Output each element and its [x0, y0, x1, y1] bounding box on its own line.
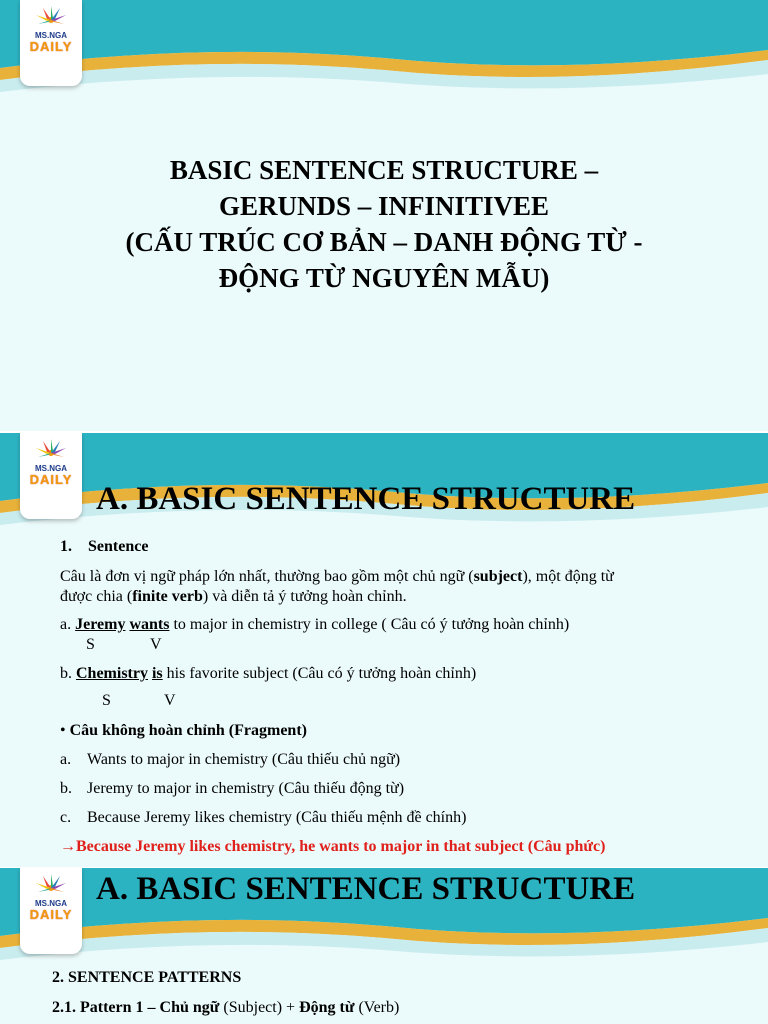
example-b — [60, 664, 476, 684]
section-heading: A. BASIC SENTENCE STRUCTURE — [96, 871, 636, 907]
pattern-text: Chủ ngữ — [159, 999, 220, 1016]
pattern-text: Động từ — [299, 999, 355, 1016]
title-line: ĐỘNG TỪ NGUYÊN MẪU) — [218, 263, 550, 293]
fragment-heading — [60, 721, 307, 741]
logo — [20, 868, 82, 954]
label-s: S — [86, 636, 95, 653]
definition-line-2 — [60, 587, 407, 607]
pattern-text: (Verb) — [354, 999, 400, 1016]
logo-daily-text: DAILY — [29, 472, 73, 487]
example-subject: Chemistry — [76, 665, 148, 682]
label-v: V — [164, 692, 176, 709]
bullet-icon: • — [60, 722, 66, 739]
definition-text: được chia ( — [60, 588, 133, 605]
example-rest: his favorite subject (Câu có ý tưởng hoàn chỉnh) — [162, 665, 477, 682]
fragment-letter: b. — [60, 780, 72, 797]
slide-title — [0, 0, 768, 431]
logo — [20, 433, 82, 519]
example-verb: is — [151, 665, 163, 682]
patterns-title: 2. SENTENCE PATTERNS — [52, 969, 242, 986]
example-prefix: b. — [60, 665, 76, 682]
fragment-item — [60, 750, 400, 770]
fragment-text: Wants to major in chemistry (Câu thiếu chủ ngữ) — [87, 751, 401, 768]
fragment-label: Câu không hoàn chỉnh (Fragment) — [69, 722, 307, 739]
logo-daily-text: DAILY — [29, 907, 73, 922]
complex-sentence-note: →Because Jeremy likes chemistry, he wants to major in that subject (Câu phức) — [60, 838, 606, 855]
sentence-subheading — [60, 537, 148, 557]
term-finite-verb: finite verb — [132, 588, 203, 605]
slide-basic-structure — [0, 433, 768, 867]
example-verb: wants — [129, 616, 170, 633]
fragment-text: Jeremy to major in chemistry (Câu thiếu động từ) — [87, 780, 405, 797]
pattern-text: 2.1. Pattern 1 – — [52, 999, 160, 1016]
logo-daily-text: DAILY — [29, 39, 73, 54]
title-line: BASIC SENTENCE STRUCTURE – — [169, 155, 599, 185]
definition-text: ), một động từ — [522, 568, 614, 585]
sentence-label: Sentence — [88, 538, 149, 555]
label-v: V — [150, 636, 162, 653]
title-line: (CẤU TRÚC CƠ BẢN – DANH ĐỘNG TỪ - — [125, 227, 643, 257]
example-subject: Jeremy — [75, 616, 126, 633]
fragment-item — [60, 808, 466, 828]
example-a — [60, 615, 569, 635]
fragment-text: Because Jeremy likes chemistry (Câu thiếu mệnh đề chính) — [87, 809, 467, 826]
pattern-1 — [52, 998, 399, 1018]
sentence-number: 1. — [60, 538, 72, 555]
section-heading: A. BASIC SENTENCE STRUCTURE — [96, 481, 636, 517]
header-wave-band — [0, 0, 768, 100]
logo-ms-text: MS.NGA — [35, 899, 67, 908]
slide-sentence-patterns — [0, 868, 768, 1024]
logo-burst-icon — [33, 874, 69, 898]
logo-burst-icon — [33, 439, 69, 463]
example-rest: to major in chemistry in college ( Câu có ý tưởng hoàn chỉnh) — [169, 616, 570, 633]
fragment-item — [60, 779, 404, 799]
example-prefix: a. — [60, 616, 76, 633]
logo-ms-text: MS.NGA — [35, 31, 67, 40]
definition-line-1 — [60, 567, 614, 587]
fragment-letter: a. — [60, 751, 72, 768]
definition-text: Câu là đơn vị ngữ pháp lớn nhất, thường bao gồm một chủ ngữ ( — [60, 568, 474, 585]
term-subject: subject — [473, 568, 523, 585]
logo-ms-text: MS.NGA — [35, 464, 67, 473]
slide-title-text — [0, 152, 768, 296]
logo-burst-icon — [33, 6, 69, 30]
logo — [20, 0, 82, 86]
title-line: GERUNDS – INFINITIVEE — [218, 191, 550, 221]
definition-text: ) và diễn tả ý tưởng hoàn chỉnh. — [202, 588, 407, 605]
fragment-letter: c. — [60, 809, 72, 826]
pattern-text: (Subject) + — [219, 999, 300, 1016]
label-s: S — [102, 692, 111, 709]
